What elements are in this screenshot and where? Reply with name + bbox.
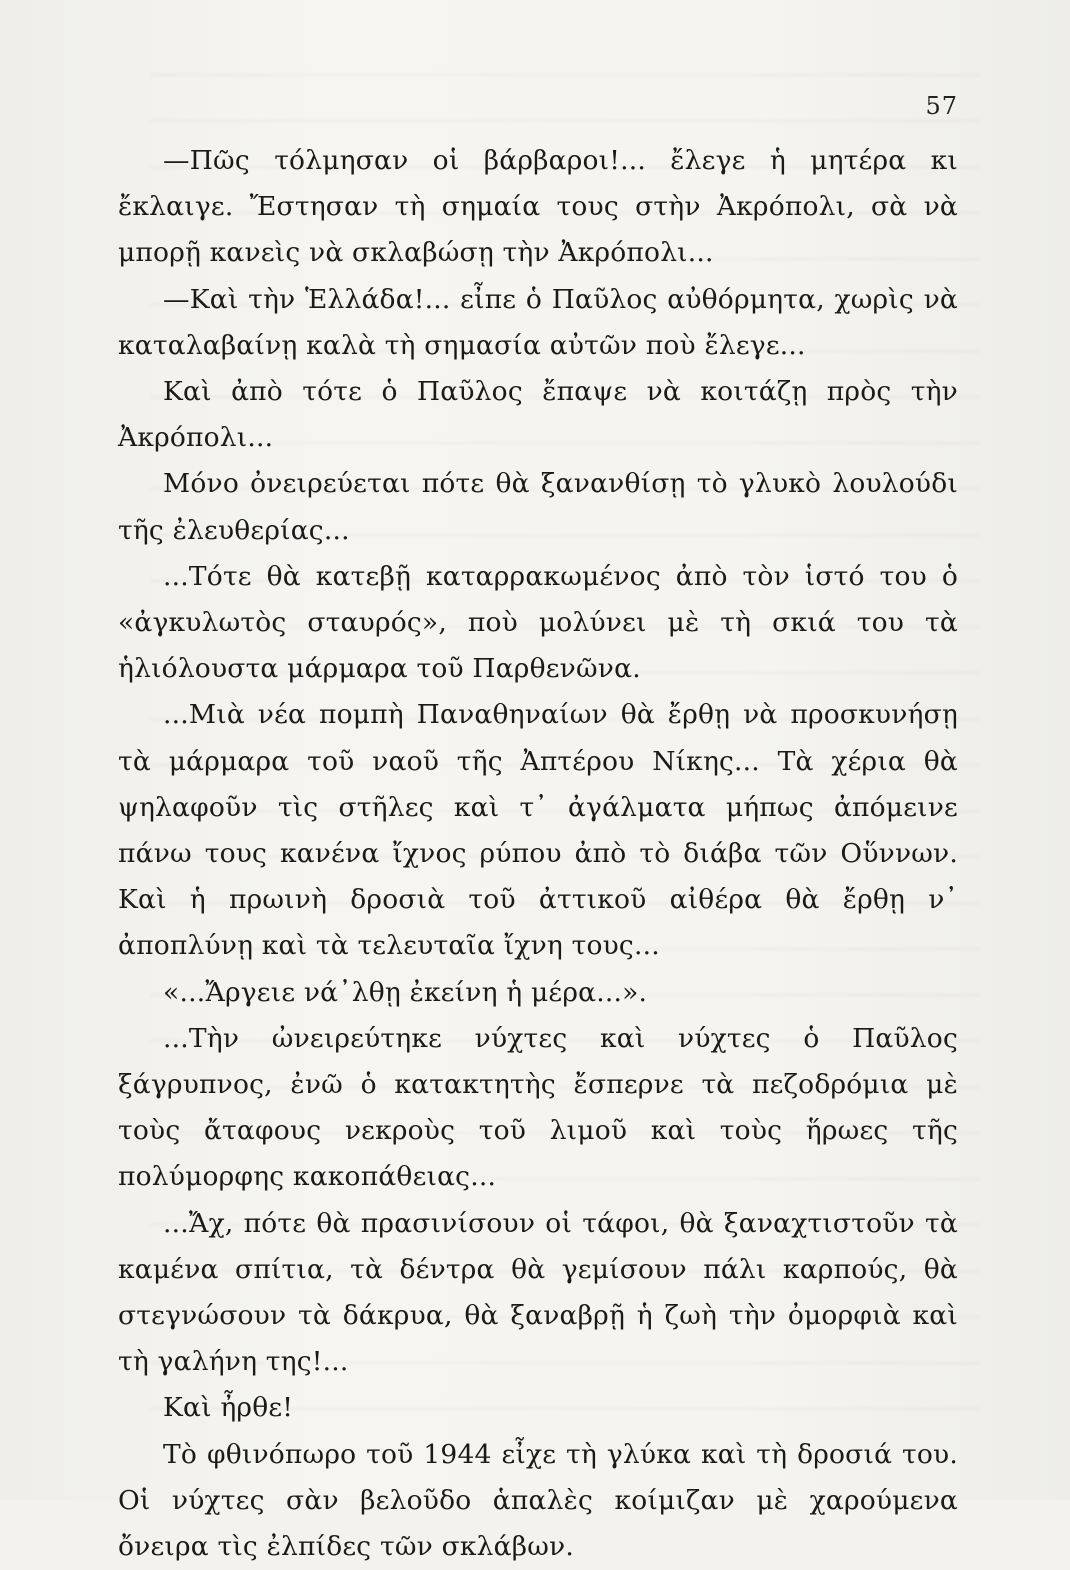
paragraph: Καὶ ἀπὸ τότε ὁ Παῦλος ἔπαψε νὰ κοιτάζῃ πρὸς τὴν Ἀκρόπολι... [118,376,958,454]
paragraph: Μόνο ὀνειρεύεται πότε θὰ ξανανθίσῃ τὸ γλυκὸ λουλούδι τῆς ἐλευθερίας... [118,468,958,546]
paragraph: —Καὶ τὴν Ἑλλάδα!... εἶπε ὁ Παῦλος αὐθόρμητα, χωρὶς νὰ καταλαβαίνῃ καλὰ τὴ σημασία αὐτῶν ποὺ ἔλεγε... [118,283,958,361]
paragraph: ...Τὴν ὠνειρεύτηκε νύχτες καὶ νύχτες ὁ Παῦλος ξάγρυπνος, ἐνῶ ὁ κατακτητὴς ἔσπερνε τὰ πεζοδρόμια μὲ τοὺς ἄταφους νεκροὺς τοῦ λιμοῦ καὶ τοὺς ἥρωες τῆς πολύμορφης κακοπάθειας... [118,1022,958,1193]
paragraph: ...Τότε θὰ κατεβῇ καταρρακωμένος ἀπὸ τὸν ἱστό του ὁ «ἀγκυλωτὸς σταυρός», ποὺ μολύνει μὲ τὴ σκιά του τὰ ἡλιόλουστα μάρμαρα τοῦ Παρθενῶνα. [118,560,958,685]
paragraph: ...Ἄχ, πότε θὰ πρασινίσουν οἱ τάφοι, θὰ ξαναχτιστοῦν τὰ καμένα σπίτια, τὰ δέντρα θὰ γεμίσουν πάλι καρπούς, θὰ στεγνώσουν τὰ δάκρυα, θὰ ξαναβρῇ ἡ ζωὴ τὴν ὀμορφιὰ καὶ τὴ γαλήνη της!... [118,1207,958,1378]
paragraph: «...Ἄργειε νά᾿λθῃ ἐκείνη ἡ μέρα...». [163,976,648,1008]
page-number: 57 [925,92,958,120]
paragraph: —Πῶς τόλμησαν οἱ βάρβαροι!... ἔλεγε ἡ μητέρα κι ἔκλαιγε. Ἔστησαν τὴ σημαία τους στὴν Ἀκρόπολι, σὰ νὰ μπορῇ κανεὶς νὰ σκλαβώσῃ τὴν Ἀκρόπολι... [118,145,958,269]
paragraph: Καὶ ἦρθε! [163,1392,294,1424]
paragraph: Τὸ φθινόπωρο τοῦ 1944 εἶχε τὴ γλύκα καὶ τὴ δροσιά του. Οἱ νύχτες σὰν βελοῦδο ἁπαλὲς κοίμιζαν μὲ χαρούμενα ὄνειρα τὶς ἐλπίδες τῶν σκλάβων. [118,1438,958,1563]
page-text [118,138,958,1570]
paragraph: ...Μιὰ νέα πομπὴ Παναθηναίων θὰ ἔρθῃ νὰ προσκυνήσῃ τὰ μάρμαρα τοῦ ναοῦ τῆς Ἀπτέρου Νίκης... Τὰ χέρια θὰ ψηλαφοῦν τὶς στῆλες καὶ τ᾿ ἀγάλματα μήπως ἀπόμεινε πάνω τους κανένα ἴχνος ρύπου ἀπὸ τὸ διάβα τῶν Οὕννων. Καὶ ἡ πρωινὴ δροσιὰ τοῦ ἀττικοῦ αἰθέρα θὰ ἔρθῃ ν᾿ ἀποπλύνῃ καὶ τὰ τελευταῖα ἴχνη τους... [118,699,958,962]
